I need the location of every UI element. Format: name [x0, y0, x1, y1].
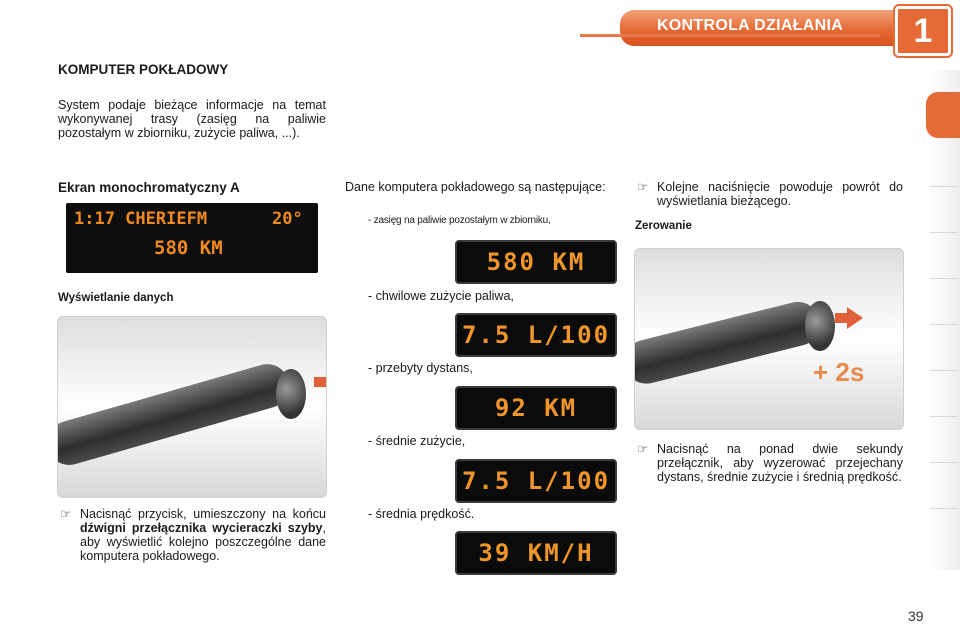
mono-display-heading: Ekran monochromatyczny A — [58, 180, 240, 195]
stalk-end-button — [805, 301, 835, 351]
left-instruction-text-end: , aby wyświetlić kolejno poszczególne dane komputera pokładowego. — [80, 521, 326, 563]
data-display-heading: Wyświetlanie danych — [58, 292, 174, 304]
hand-pointer-icon: ☞ — [637, 180, 649, 194]
lcd-range — [455, 240, 617, 284]
mono-display-line1: 1:17 CHERIEFM — [74, 209, 208, 229]
stalk-shape — [57, 359, 294, 470]
mono-display-line2: 580 KM — [154, 237, 223, 259]
tab-divider — [930, 462, 958, 463]
wiper-stalk-photo-left — [57, 316, 327, 498]
press-arrow-icon — [835, 305, 865, 331]
middle-intro: Dane komputera pokładowego są następujące: — [345, 180, 606, 194]
left-instruction-text: Nacisnąć przycisk, umieszczony na końcu — [80, 507, 326, 521]
chapter-tab-rail — [928, 70, 960, 570]
tab-divider — [930, 278, 958, 279]
hand-pointer-icon: ☞ — [637, 442, 649, 456]
item-range-label: - zasięg na paliwie pozostałym w zbiorniku, — [368, 215, 551, 226]
lcd-instant-consumption-value: 7.5 L/100 — [461, 321, 611, 349]
chapter-number-badge: 1 — [895, 6, 951, 56]
press-arrow-icon — [314, 369, 327, 395]
chapter-tab-active[interactable] — [926, 92, 960, 138]
left-instruction — [60, 507, 326, 563]
lcd-distance-value: 92 KM — [494, 394, 578, 422]
item-average-consumption-label: - średnie zużycie, — [368, 434, 466, 448]
lcd-average-speed-value: 39 KM/H — [478, 539, 594, 567]
reset-heading: Zerowanie — [635, 220, 692, 232]
page-header-title: KONTROLA DZIAŁANIA — [656, 17, 844, 34]
lcd-instant-consumption — [455, 313, 617, 357]
monochrome-display-image — [66, 203, 318, 273]
tab-divider — [930, 324, 958, 325]
tab-divider — [930, 186, 958, 187]
stalk-end-button — [276, 369, 306, 419]
lcd-distance — [455, 386, 617, 430]
tab-divider — [930, 232, 958, 233]
wiper-stalk-photo-right — [634, 248, 904, 430]
left-instruction-bold: dźwigni przełącznika wycieraczki szyby — [80, 521, 323, 535]
stalk-shape — [634, 297, 824, 388]
lcd-average-consumption — [455, 459, 617, 503]
lcd-average-speed — [455, 531, 617, 575]
right-instruction-1-text: Kolejne naciśnięcie powoduje powrót do wyświetlania bieżącego. — [657, 180, 903, 208]
right-instruction-2 — [637, 442, 903, 484]
item-instant-consumption-label: - chwilowe zużycie paliwa, — [368, 289, 514, 303]
hold-two-seconds-label: + 2s — [813, 357, 865, 387]
page-number: 39 — [908, 608, 924, 624]
lcd-average-consumption-value: 7.5 L/100 — [461, 467, 611, 495]
mono-display-temp: 20° — [272, 209, 303, 229]
tab-divider — [930, 370, 958, 371]
tab-divider — [930, 416, 958, 417]
item-average-speed-label: - średnia prędkość. — [368, 507, 475, 521]
tab-divider — [930, 508, 958, 509]
item-distance-label: - przebyty dystans, — [368, 361, 473, 375]
section-title: KOMPUTER POKŁADOWY — [58, 62, 229, 77]
hand-pointer-icon: ☞ — [60, 507, 72, 521]
right-instruction-1 — [637, 180, 903, 208]
right-instruction-2-text: Nacisnąć na ponad dwie sekundy przełącznik, aby wyzerować przejechany dystans, średnie zużycie i średnią prędkość. — [657, 442, 903, 484]
intro-paragraph: System podaje bieżące informacje na temat wykonywanej trasy (zasięg na paliwie pozostałym w zbiorniku, zużycie paliwa, ...). — [58, 98, 326, 140]
lcd-range-value: 580 KM — [486, 248, 586, 276]
